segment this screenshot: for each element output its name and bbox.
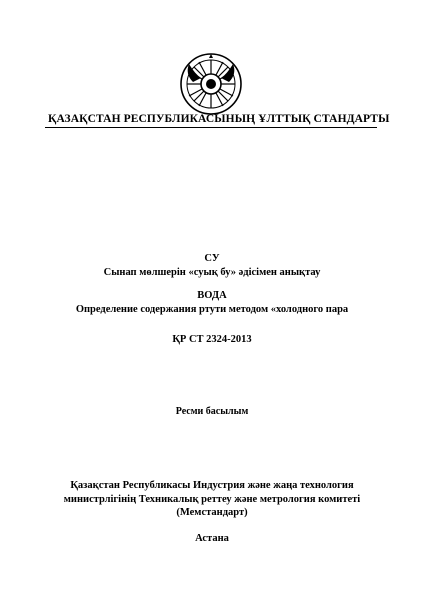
publisher-line-1: Қазақстан Республикасы Индустрия және жаңа технология [70, 480, 354, 491]
header-divider [45, 127, 377, 128]
publisher-line-2: министрлігінің Техникалық реттеу және метрология комитеті [63, 493, 361, 505]
publisher-block [0, 479, 424, 520]
russian-title-block [0, 289, 424, 316]
city-label: Астана [195, 533, 229, 544]
kazakh-title-block [0, 252, 424, 279]
russian-heading: ВОДА [197, 290, 227, 301]
standard-header-title: ҚАЗАҚСТАН РЕСПУБЛИКАСЫНЫҢ ҰЛТТЫҚ СТАНДАРТЫ [48, 113, 390, 125]
edition-label: Ресми басылым [175, 406, 249, 417]
kazakh-subtitle: Сынап мөлшерін «суық бу» әдісімен анықтау [103, 266, 321, 278]
standard-code: ҚР СТ 2324-2013 [172, 334, 252, 345]
russian-subtitle: Определение содержания ртути методом «холодного пара [75, 303, 349, 315]
publisher-line-3: (Мемстандарт) [176, 507, 248, 518]
state-emblem-icon [179, 52, 243, 116]
kazakh-heading: СУ [204, 253, 220, 264]
